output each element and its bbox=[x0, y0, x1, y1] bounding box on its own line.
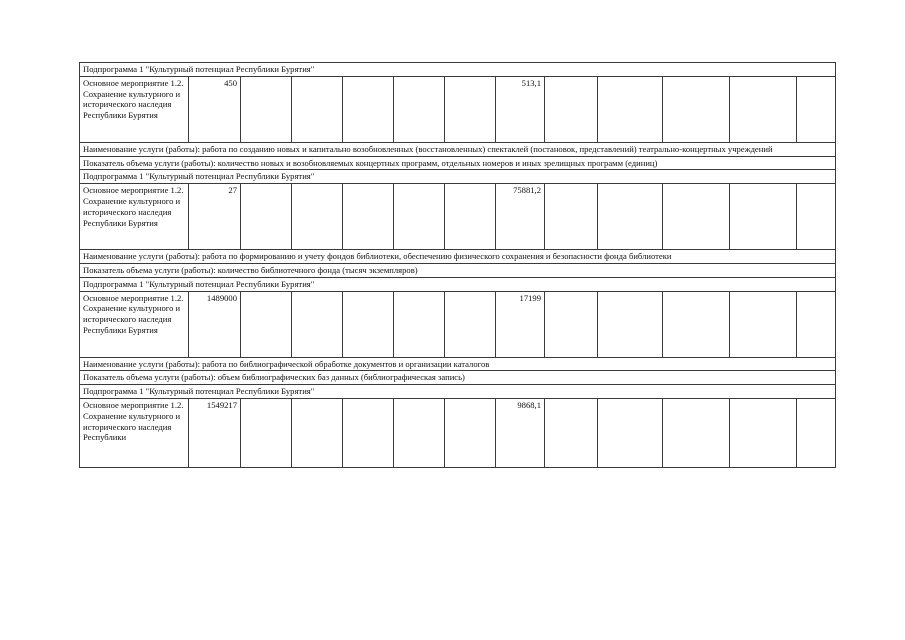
empty-cell bbox=[343, 291, 394, 357]
empty-cell bbox=[598, 76, 663, 142]
empty-cell bbox=[730, 398, 797, 467]
empty-cell bbox=[394, 184, 445, 250]
value-cell-1: 27 bbox=[189, 184, 241, 250]
empty-cell bbox=[292, 291, 343, 357]
section-label: Наименование услуги (работы): работа по созданию новых и капитально возобновленных (восстановленных) спектаклей (постановок, представлений) театрально-концертных учреждений bbox=[80, 142, 836, 156]
table-row-header bbox=[80, 357, 836, 371]
empty-cell bbox=[343, 184, 394, 250]
empty-cell bbox=[394, 291, 445, 357]
empty-cell bbox=[797, 398, 836, 467]
table-row-header bbox=[80, 250, 836, 264]
section-label: Подпрограмма 1 "Культурный потенциал Республики Бурятия" bbox=[80, 385, 836, 399]
value-cell-1: 1549217 bbox=[189, 398, 241, 467]
activity-name-cell bbox=[80, 398, 189, 467]
activity-name-cell bbox=[80, 76, 189, 142]
table-row bbox=[80, 184, 836, 250]
empty-cell bbox=[598, 184, 663, 250]
empty-cell bbox=[545, 398, 598, 467]
empty-cell bbox=[598, 291, 663, 357]
empty-cell bbox=[797, 184, 836, 250]
section-label: Наименование услуги (работы): работа по библиографической обработке документов и организации каталогов bbox=[80, 357, 836, 371]
empty-cell bbox=[445, 291, 496, 357]
section-label: Подпрограмма 1 "Культурный потенциал Республики Бурятия" bbox=[80, 170, 836, 184]
section-label: Подпрограмма 1 "Культурный потенциал Республики Бурятия" bbox=[80, 63, 836, 77]
table-row-header bbox=[80, 170, 836, 184]
empty-cell bbox=[663, 76, 730, 142]
empty-cell bbox=[598, 398, 663, 467]
empty-cell bbox=[545, 184, 598, 250]
empty-cell bbox=[241, 291, 292, 357]
activity-name: Основное мероприятие 1.2. Сохранение культурного и исторического наследия Республики Бурятия bbox=[83, 185, 184, 228]
empty-cell bbox=[663, 184, 730, 250]
empty-cell bbox=[241, 398, 292, 467]
section-label: Наименование услуги (работы): работа по формированию и учету фондов библиотеки, обеспечению физического сохранения и безопасности фонда библиотеки bbox=[80, 250, 836, 264]
empty-cell bbox=[241, 76, 292, 142]
empty-cell bbox=[545, 76, 598, 142]
empty-cell bbox=[241, 184, 292, 250]
empty-cell bbox=[797, 76, 836, 142]
value-cell-2: 513,1 bbox=[496, 76, 545, 142]
empty-cell bbox=[545, 291, 598, 357]
activity-name: Основное мероприятие 1.2. Сохранение культурного и исторического наследия Республики Бурятия bbox=[83, 292, 184, 335]
table-row-header bbox=[80, 385, 836, 399]
activity-name: Основное мероприятие 1.2. Сохранение культурного и исторического наследия Республики bbox=[83, 399, 184, 443]
value-cell-1: 1489000 bbox=[189, 291, 241, 357]
section-label: Показатель объема услуги (работы): количество библиотечного фонда (тысяч экземпляров) bbox=[80, 263, 836, 277]
empty-cell bbox=[343, 398, 394, 467]
activity-name-cell bbox=[80, 291, 189, 357]
empty-cell bbox=[394, 76, 445, 142]
table-row-header bbox=[80, 277, 836, 291]
empty-cell bbox=[730, 291, 797, 357]
table-row-header bbox=[80, 156, 836, 170]
empty-cell bbox=[730, 184, 797, 250]
empty-cell bbox=[394, 398, 445, 467]
table-row-header bbox=[80, 371, 836, 385]
table-row-header bbox=[80, 263, 836, 277]
empty-cell bbox=[797, 291, 836, 357]
empty-cell bbox=[663, 291, 730, 357]
table-row bbox=[80, 398, 836, 467]
empty-cell bbox=[445, 398, 496, 467]
table-row bbox=[80, 76, 836, 142]
section-label: Показатель объема услуги (работы): количество новых и возобновляемых концертных программ, отдельных номеров и иных зрелищных программ (единиц) bbox=[80, 156, 836, 170]
document-table bbox=[79, 62, 836, 468]
activity-name: Основное мероприятие 1.2. Сохранение культурного и исторического наследия Республики Бурятия bbox=[83, 77, 184, 121]
empty-cell bbox=[445, 184, 496, 250]
section-label: Показатель объема услуги (работы): объем библиографических баз данных (библиографическая запись) bbox=[80, 371, 836, 385]
value-cell-2: 9868,1 bbox=[496, 398, 545, 467]
value-cell-2: 17199 bbox=[496, 291, 545, 357]
empty-cell bbox=[292, 184, 343, 250]
empty-cell bbox=[292, 398, 343, 467]
empty-cell bbox=[292, 76, 343, 142]
empty-cell bbox=[730, 76, 797, 142]
empty-cell bbox=[343, 76, 394, 142]
activity-name-cell bbox=[80, 184, 189, 250]
empty-cell bbox=[445, 76, 496, 142]
value-cell-1: 450 bbox=[189, 76, 241, 142]
empty-cell bbox=[663, 398, 730, 467]
table-row bbox=[80, 291, 836, 357]
table-row-header bbox=[80, 63, 836, 77]
table-row-header bbox=[80, 142, 836, 156]
section-label: Подпрограмма 1 "Культурный потенциал Республики Бурятия" bbox=[80, 277, 836, 291]
value-cell-2: 75881,2 bbox=[496, 184, 545, 250]
